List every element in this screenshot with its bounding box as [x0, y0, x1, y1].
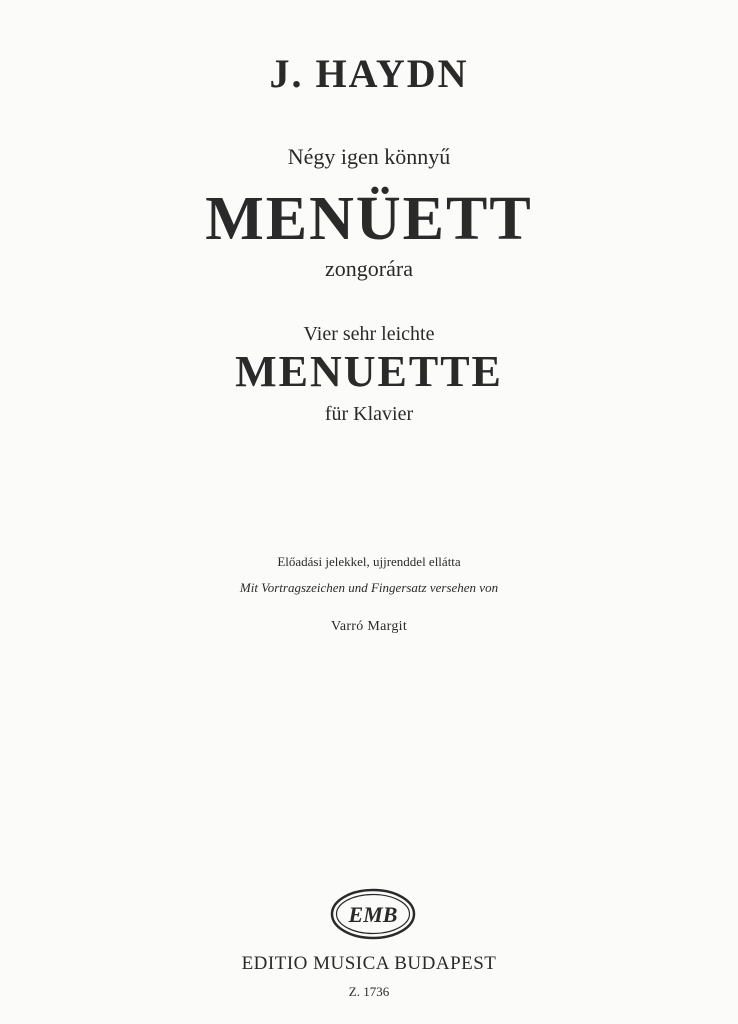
- edition-note-german: Mit Vortragszeichen und Fingersatz versehen von: [239, 580, 499, 595]
- german-instrument: für Klavier: [324, 403, 414, 425]
- german-title: MENUETTE: [235, 347, 503, 396]
- catalog-number: Z. 1736: [348, 984, 390, 999]
- hungarian-instrument: zongorára: [325, 256, 413, 281]
- hungarian-subtitle: Négy igen könnyű: [287, 144, 451, 169]
- hungarian-title: MENÜETT: [205, 185, 533, 253]
- edition-note-hungarian: Előadási jelekkel, ujjrenddel ellátta: [277, 554, 461, 569]
- german-subtitle: Vier sehr leichte: [303, 323, 435, 345]
- emb-logo: [330, 888, 416, 940]
- composer-name: J. HAYDN: [269, 51, 469, 96]
- publisher-name: EDITIO MUSICA BUDAPEST: [241, 953, 497, 974]
- editor-name: Varró Margit: [330, 619, 408, 634]
- emb-logo-text: EMB: [348, 902, 398, 927]
